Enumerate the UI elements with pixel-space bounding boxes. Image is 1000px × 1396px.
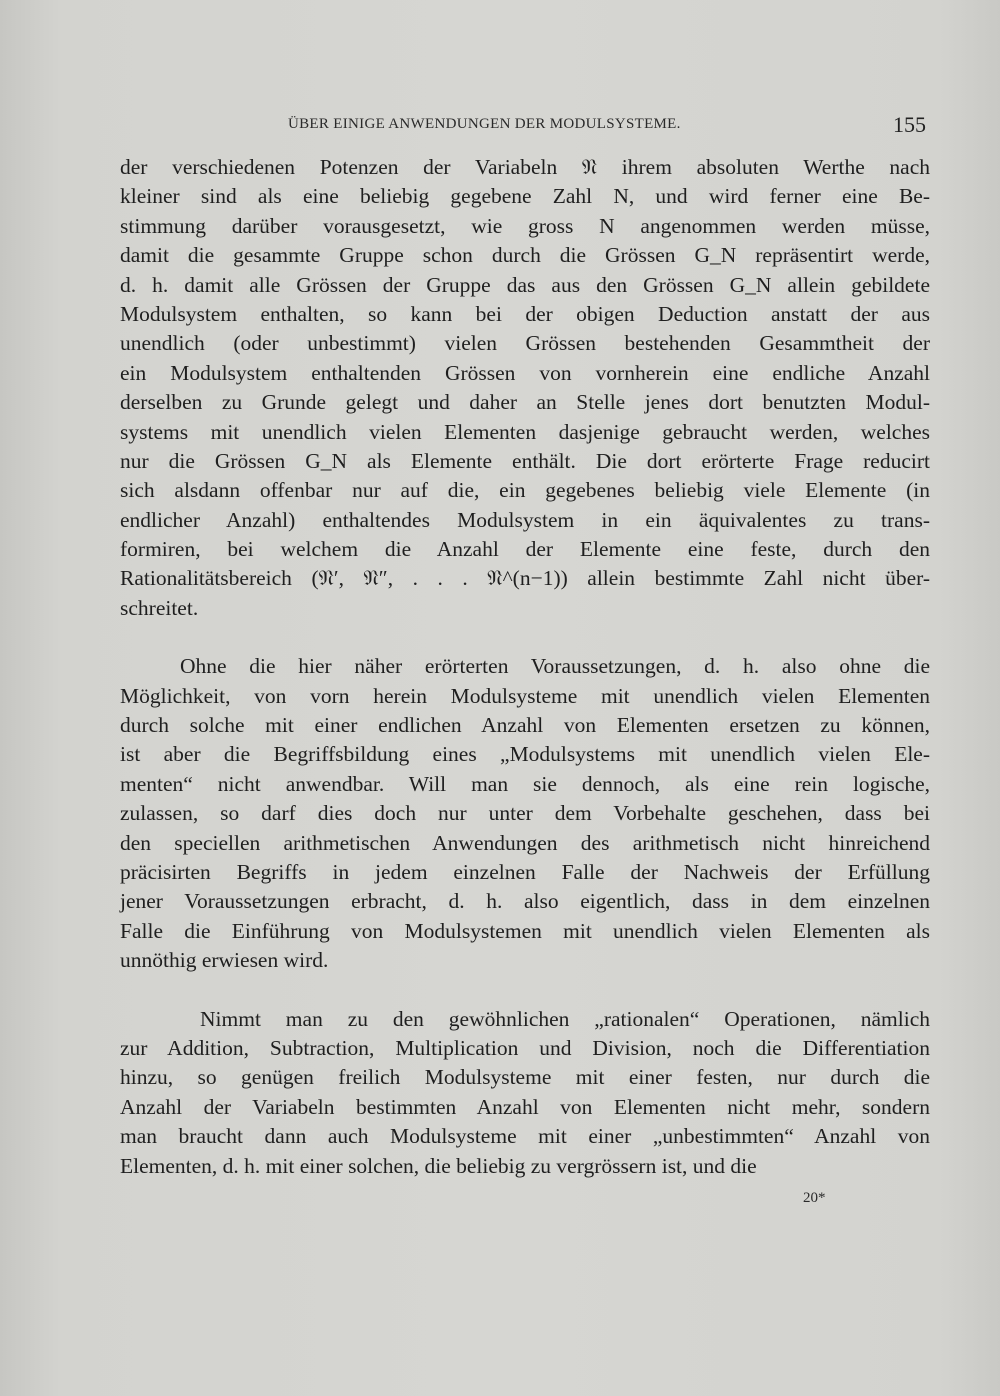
text-line: hinzu, so genügen freilich Modulsysteme mit einer festen, nur durch die — [120, 1065, 930, 1090]
text-line: Möglichkeit, von vorn herein Modulsysteme mit unendlich vielen Elementen — [120, 683, 930, 708]
text-line: Ohne die hier näher erörterten Voraussetzungen, d. h. also ohne die — [180, 654, 930, 679]
text-line: präcisirten Begriffs in jedem einzelnen Falle der Nachweis der Erfüllung — [120, 859, 930, 884]
text-line: den speciellen arithmetischen Anwendungen des arithmetisch nicht hinreichend — [120, 830, 930, 855]
text-line: endlicher Anzahl) enthaltendes Modulsystem in ein äquivalentes zu trans- — [120, 507, 930, 532]
text-line: Rationalitätsbereich (𝔑′, 𝔑″, . . . 𝔑^(n−1)) allein bestimmte Zahl nicht über- — [120, 566, 930, 591]
text-line: unnöthig erwiesen wird. — [120, 948, 329, 973]
text-line: systems mit unendlich vielen Elementen dasjenige gebraucht werden, welches — [120, 419, 930, 444]
paragraph — [120, 652, 930, 975]
text-line: Anzahl der Variabeln bestimmten Anzahl von Elementen nicht mehr, sondern — [120, 1094, 930, 1119]
text-line: derselben zu Grunde gelegt und daher an Stelle jenes dort benutzten Modul- — [120, 390, 930, 415]
text-line: sich alsdann offenbar nur auf die, ein gegebenes beliebig viele Elemente (in — [120, 478, 930, 503]
paragraph — [120, 1005, 930, 1181]
text-line: formiren, bei welchem die Anzahl der Elemente eine feste, durch den — [120, 537, 930, 562]
text-line: kleiner sind als eine beliebig gegebene Zahl N, und wird ferner eine Be- — [120, 184, 930, 209]
body-text — [120, 153, 930, 1181]
text-line: stimmung darüber vorausgesetzt, wie gross N angenommen werden müsse, — [120, 213, 930, 238]
running-title: ÜBER EINIGE ANWENDUNGEN DER MODULSYSTEME. — [288, 116, 681, 132]
signature-mark: 20* — [803, 1190, 826, 1206]
text-line: ein Modulsystem enthaltenden Grössen von vornherein eine endliche Anzahl — [120, 360, 930, 385]
text-line: zur Addition, Subtraction, Multiplication und Division, noch die Differentiation — [120, 1035, 930, 1060]
text-line: der verschiedenen Potenzen der Variabeln 𝔑 ihrem absoluten Werthe nach — [120, 155, 930, 179]
text-line: ist aber die Begriffsbildung eines „Modulsystems mit unendlich vielen Ele- — [120, 742, 930, 767]
text-line: durch solche mit einer endlichen Anzahl von Elementen ersetzen zu können, — [120, 713, 930, 738]
page-header — [120, 112, 930, 142]
text-line: Elementen, d. h. mit einer solchen, die beliebig zu vergrössern ist, und die — [120, 1153, 757, 1178]
text-line: nur die Grössen G_N als Elemente enthält. Die dort erörterte Frage reducirt — [120, 448, 930, 473]
text-line: Modulsystem enthalten, so kann bei der obigen Deduction anstatt der aus — [120, 301, 930, 326]
text-line: man braucht dann auch Modulsysteme mit einer „unbestimmten“ Anzahl von — [120, 1124, 930, 1149]
text-line: d. h. damit alle Grössen der Gruppe das aus den Grössen G_N allein gebildete — [120, 272, 930, 297]
page-number: 155 — [893, 112, 926, 137]
text-line: schreitet. — [120, 595, 199, 620]
text-line: unendlich (oder unbestimmt) vielen Grössen bestehenden Gesammtheit der — [120, 331, 930, 356]
paragraph — [120, 153, 930, 623]
text-line: Nimmt man zu den gewöhnlichen „rationalen“ Operationen, nämlich — [200, 1006, 930, 1031]
text-line: Falle die Einführung von Modulsystemen mit unendlich vielen Elementen als — [120, 918, 930, 943]
text-line: menten“ nicht anwendbar. Will man sie dennoch, als eine rein logische, — [120, 771, 930, 796]
text-line: zulassen, so darf dies doch nur unter dem Vorbehalte geschehen, dass bei — [120, 801, 930, 826]
text-line: jener Voraussetzungen erbracht, d. h. also eigentlich, dass in dem einzelnen — [120, 889, 930, 914]
text-line: damit die gesammte Gruppe schon durch die Grössen G_N repräsentirt werde, — [120, 243, 930, 268]
